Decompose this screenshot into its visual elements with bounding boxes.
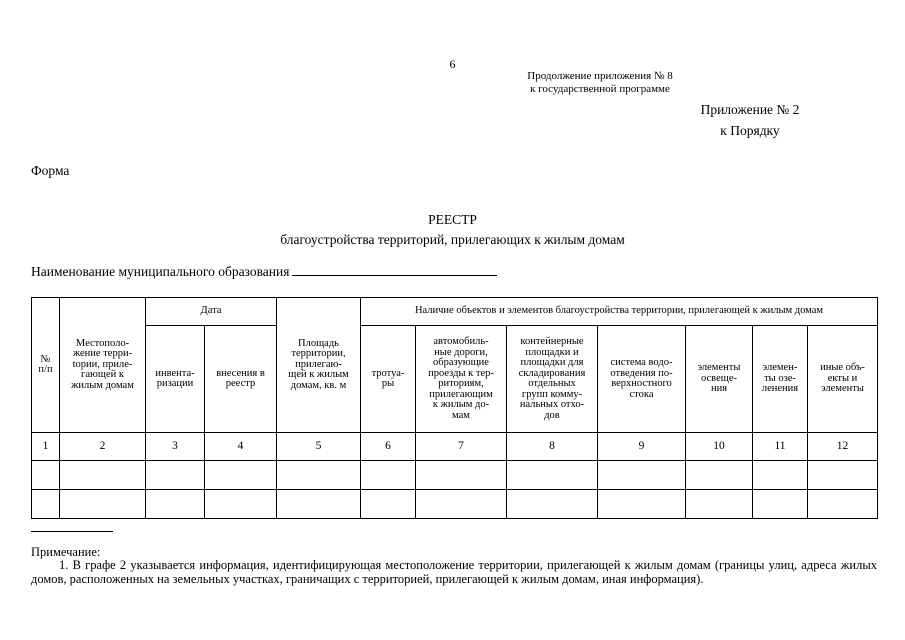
header-date: Дата [146,298,277,326]
title-line-1: РЕЕСТР [428,212,477,227]
empty-cell [753,490,808,519]
empty-cell [416,490,507,519]
empty-cell [808,490,878,519]
empty-cell [686,490,753,519]
municipality-label: Наименование муниципального образования [31,264,290,279]
header-location: Местополо- жение терри- tории, приле- гающей к жилым домам [60,298,146,433]
column-number-cell: 12 [808,433,878,461]
empty-cell [60,461,146,490]
header-sidewalks: тротуа- ры [361,326,416,433]
empty-cell [277,490,361,519]
header-roads: автомобиль- ные дороги, образующие проезды к тер- риториям, прилегающим к жилым до- мам [416,326,507,433]
page-number: 6 [449,57,456,71]
notes-item-1: 1. В графе 2 указывается информация, идентифицирующая местоположение территории, прилегающей к жилым домам (границы улиц, адреса жилых домов, расположенных на земельных участках, граничащих с территорией, прилегающей к жилым домам, иная информация). [31,558,877,586]
empty-cell [686,461,753,490]
empty-cell [60,490,146,519]
header-greening: элемен- ты озе- ленения [753,326,808,433]
column-number-cell: 1 [32,433,60,461]
title-line-2: благоустройства территорий, прилегающих к жилым домам [280,232,625,247]
empty-cell [32,461,60,490]
column-number-cell: 11 [753,433,808,461]
header-area: Площадь территории, прилегаю- щей к жилым домам, кв. м [277,298,361,433]
header-containers: контейнерные площадки и площадки для складирования отдельных групп комму- нальных отхо- дов [507,326,598,433]
column-number-cell: 8 [507,433,598,461]
empty-cell [205,490,277,519]
empty-cell [32,490,60,519]
municipality-field [31,263,497,280]
appendix-heading [680,99,820,141]
empty-cell [146,461,205,490]
footnote-separator [31,531,113,532]
table-row [32,461,878,490]
empty-cell [361,461,416,490]
empty-cell [507,490,598,519]
empty-cell [146,490,205,519]
form-label: Форма [31,163,70,178]
empty-cell [598,490,686,519]
continuation-line-2: к государственной программе [530,83,670,95]
column-number-cell: 4 [205,433,277,461]
column-number-cell: 3 [146,433,205,461]
empty-cell [416,461,507,490]
header-drainage: система водо- отведения по- верхностного стока [598,326,686,433]
empty-cell [361,490,416,519]
header-lighting: элементы освеще- ния [686,326,753,433]
column-number-cell: 6 [361,433,416,461]
municipality-blank-line [292,263,497,276]
registry-table [31,297,878,519]
empty-cell [753,461,808,490]
document-title [0,210,905,250]
header-registry-entry: внесения в реестр [205,326,277,433]
empty-cell [808,461,878,490]
column-number-cell: 2 [60,433,146,461]
header-num: № п/п [32,298,60,433]
empty-cell [277,461,361,490]
table-row [32,490,878,519]
appendix-line-2: к Порядку [720,123,780,138]
appendix-line-1: Приложение № 2 [700,102,800,117]
column-number-cell: 7 [416,433,507,461]
column-number-cell: 9 [598,433,686,461]
continuation-note [510,70,690,96]
header-objects: Наличие объектов и элементов благоустройства территории, прилегающей к жилым домам [361,298,878,326]
empty-cell [598,461,686,490]
empty-cell [507,461,598,490]
column-number-cell: 10 [686,433,753,461]
header-inventory: инвента- ризации [146,326,205,433]
empty-cell [205,461,277,490]
column-number-cell: 5 [277,433,361,461]
continuation-line-1: Продолжение приложения № 8 [527,70,673,82]
notes-label: Примечание: [31,545,101,559]
header-other: иные объ- екты и элементы [808,326,878,433]
